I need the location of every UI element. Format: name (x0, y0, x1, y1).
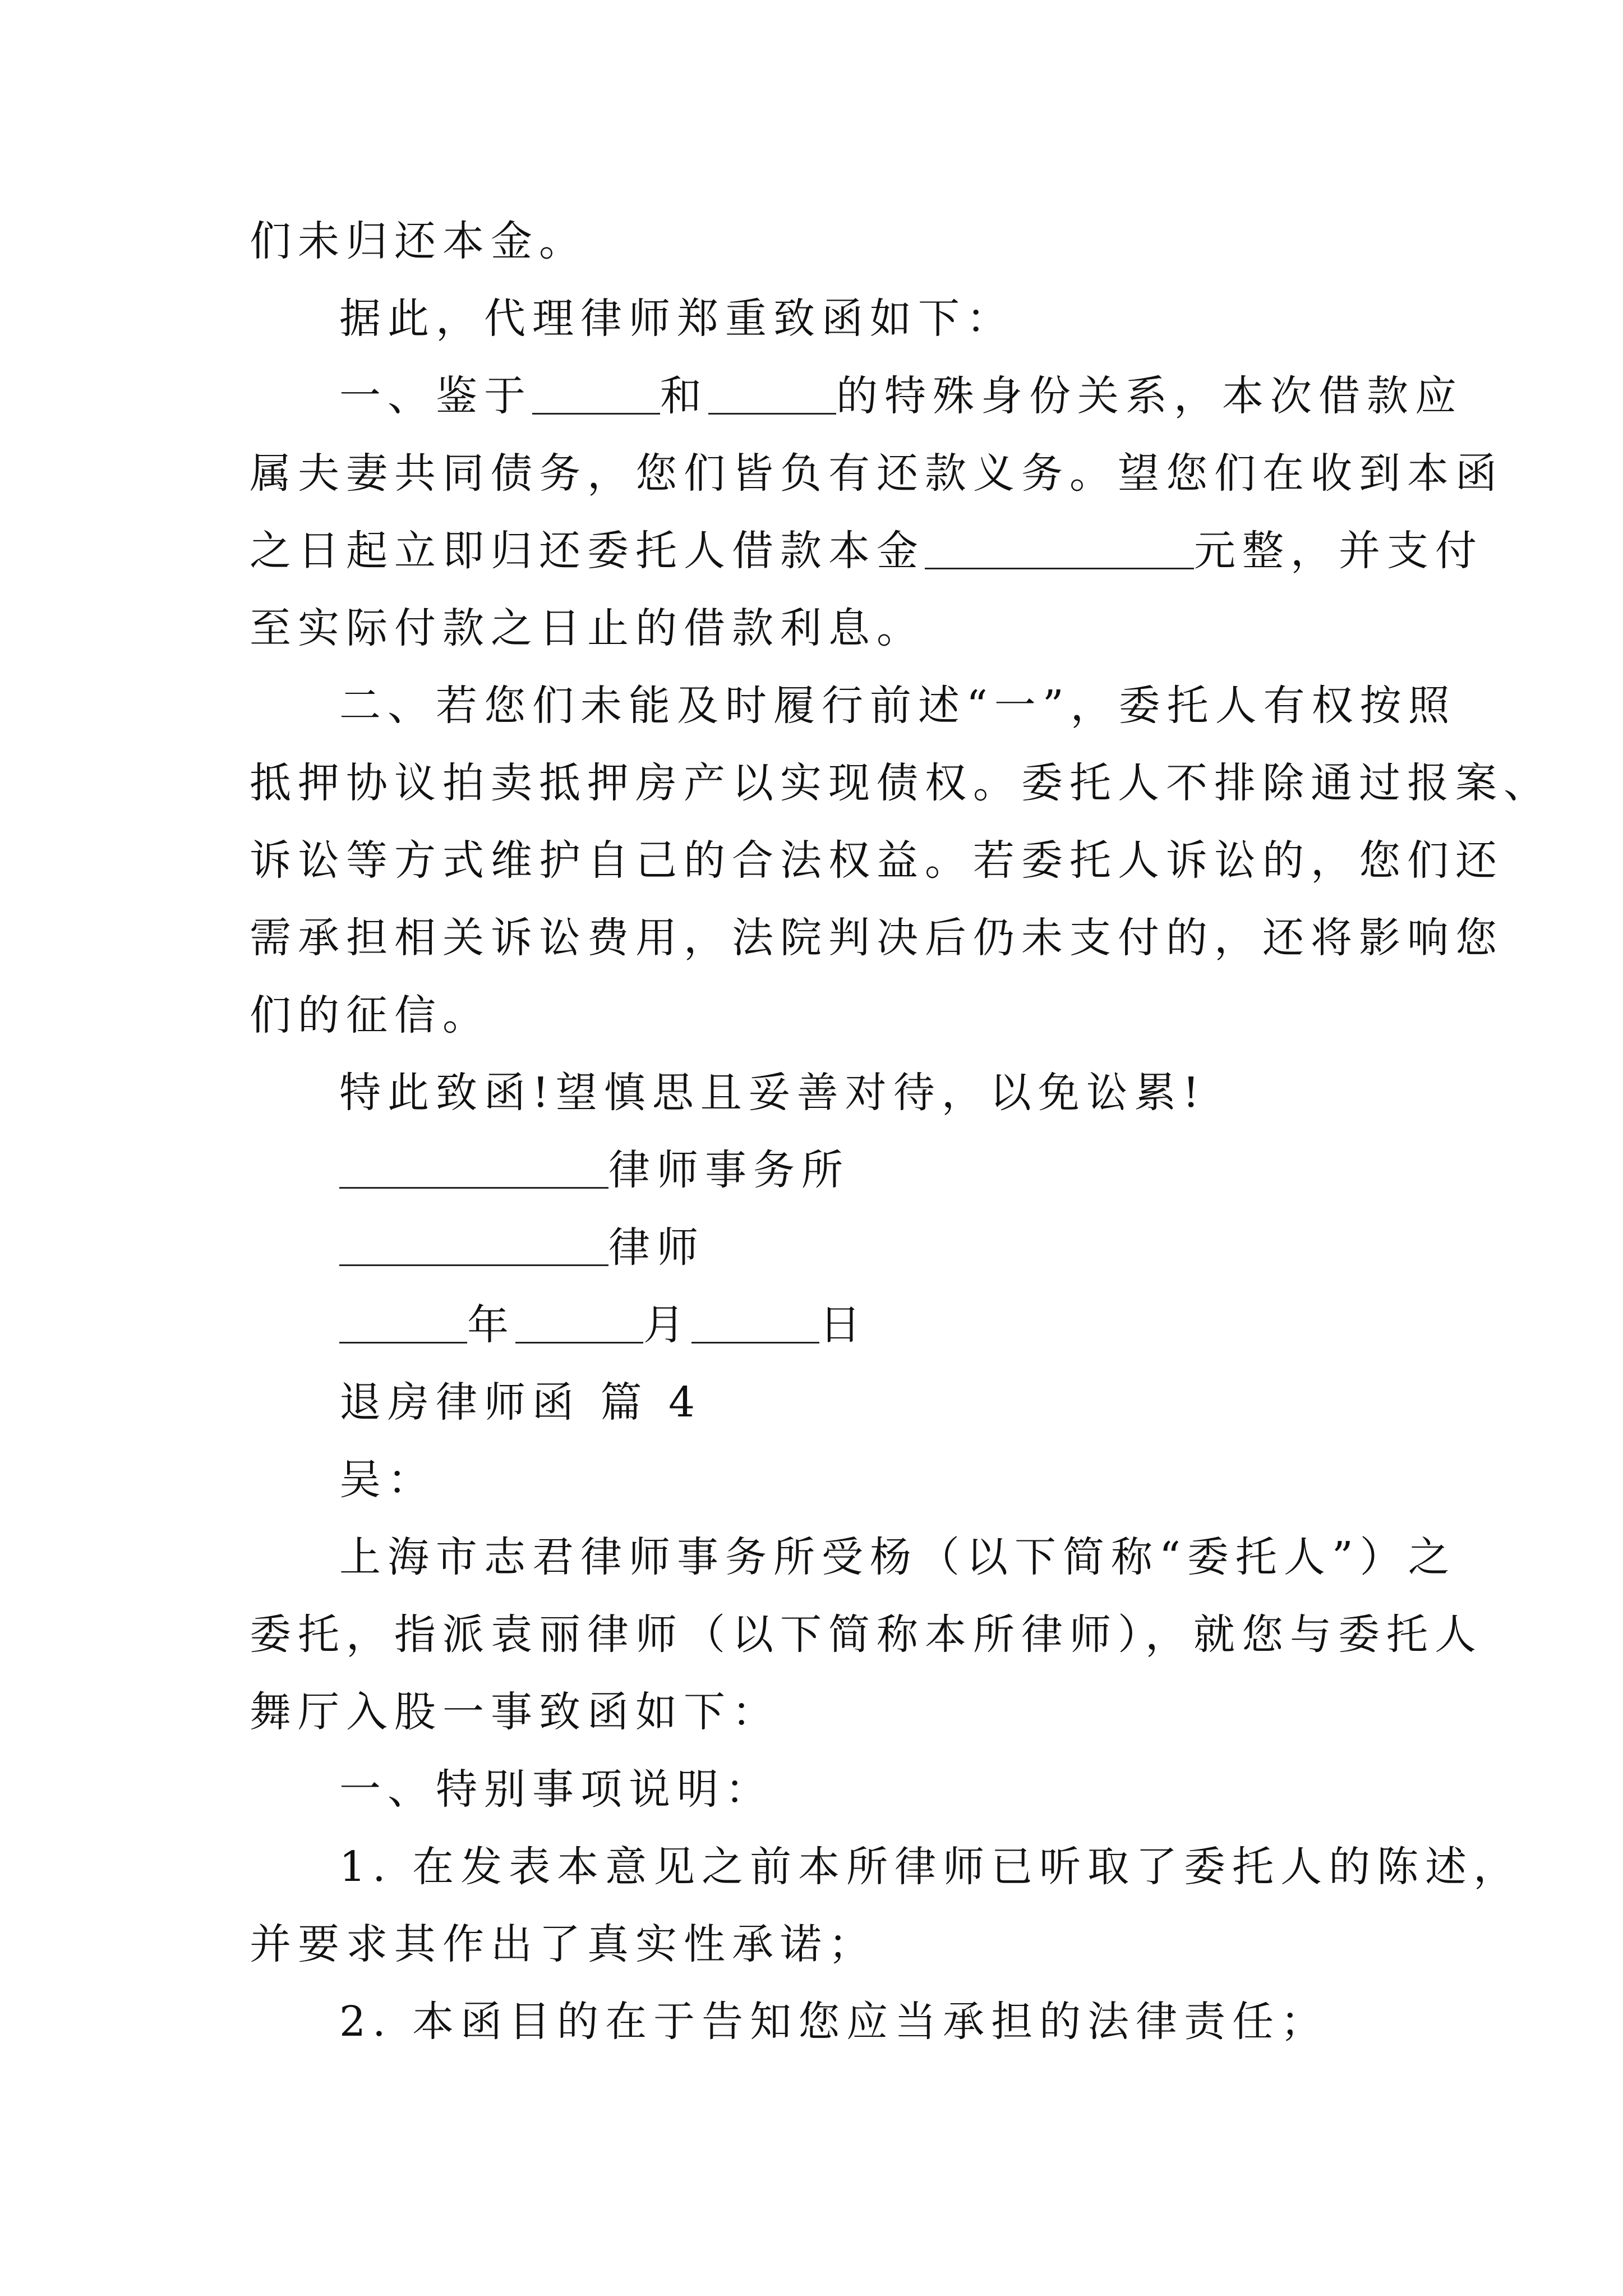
text-segment: 之日起立即归还委托人借款本金 (250, 527, 925, 575)
date-day-label: 日 (819, 1301, 868, 1349)
text-line: 二、若您们未能及时履行前述“一”，委托人有权按照 (339, 682, 1456, 730)
addressee-line: 吴： (339, 1456, 436, 1504)
date-month-label: 月 (643, 1301, 691, 1349)
text-line: 据此，代理律师郑重致函如下： (339, 295, 1015, 343)
date-line (339, 1291, 868, 1359)
signature-lawyer-line (339, 1214, 705, 1281)
text-line: 至实际付款之日止的借款利息。 (250, 604, 925, 652)
text-line: 抵押协议拍卖抵押房产以实现债权。委托人不排除通过报案、 (250, 759, 1552, 807)
section-heading: 退房律师函 篇 4 (339, 1378, 702, 1427)
text-segment: 律师 (608, 1223, 705, 1272)
fill-in-blank (532, 372, 660, 415)
text-line: 需承担相关诉讼费用，法院判决后仍未支付的，还将影响您 (250, 914, 1504, 962)
text-line-with-blanks (339, 362, 1463, 430)
text-line: 上海市志君律师事务所受杨（以下简称“委托人”）之 (339, 1533, 1456, 1581)
date-year-label: 年 (467, 1301, 515, 1349)
text-segment: 元整，并支付 (1194, 527, 1483, 575)
text-line: 并要求其作出了真实性承诺； (250, 1920, 877, 1968)
text-line-with-blanks (250, 517, 1483, 585)
text-segment: 的特殊身份关系，本次借款应 (836, 372, 1463, 420)
text-segment: 和 (660, 372, 708, 420)
text-segment: 律师事务所 (608, 1146, 850, 1194)
text-line: 属夫妻共同债务，您们皆负有还款义务。望您们在收到本函 (250, 449, 1504, 498)
fill-in-blank (708, 372, 836, 415)
text-segment: 一、鉴于 (339, 372, 532, 420)
text-line: 们未归还本金。 (250, 217, 587, 265)
fill-in-blank (925, 527, 1194, 569)
fill-in-blank (339, 1147, 608, 1189)
fill-in-blank (339, 1301, 467, 1343)
fill-in-blank (515, 1301, 643, 1343)
text-line: 委托，指派袁丽律师（以下简称本所律师），就您与委托人 (250, 1611, 1483, 1659)
text-line: 2. 本函目的在于告知您应当承担的法律责任； (339, 1998, 1329, 2046)
text-line: 们的征信。 (250, 991, 491, 1039)
text-line: 诉讼等方式维护自己的合法权益。若委托人诉讼的，您们还 (250, 836, 1504, 885)
fill-in-blank (691, 1301, 819, 1343)
text-line: 特此致函!望慎思且妥善对待，以免讼累! (339, 1069, 1206, 1117)
text-line: 舞厅入股一事致函如下： (250, 1688, 780, 1736)
signature-firm-line (339, 1137, 850, 1204)
fill-in-blank (339, 1224, 608, 1266)
text-line: 一、特别事项说明： (339, 1765, 773, 1814)
text-line: 1. 在发表本意见之前本所律师已听取了委托人的陈述， (339, 1843, 1522, 1891)
